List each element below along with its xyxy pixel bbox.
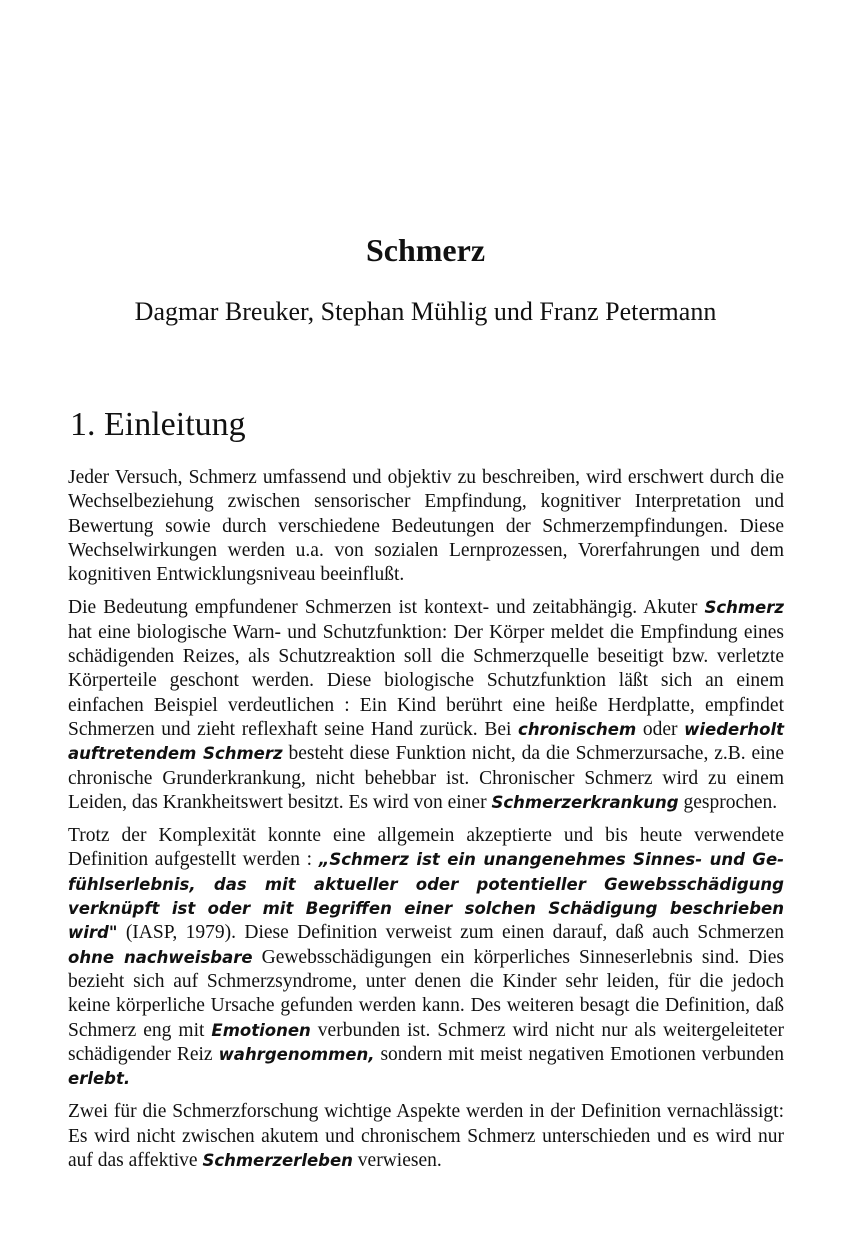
emphasized-term: Schmerzerleben — [202, 1151, 353, 1171]
emphasized-term: ohne nachweisbare — [68, 947, 253, 967]
emphasized-term: erlebt. — [68, 1069, 131, 1089]
emphasized-term: wahrgenommen, — [218, 1044, 375, 1064]
text-run: Zwei für die Schmerzforschung wichtige Aspekte werden in der Definition vernachlässigt: Es wird nicht zwischen akutem und chronischem Schmerz unterschieden und es wird nur auf das affektive — [68, 1101, 784, 1172]
body-text — [68, 466, 784, 1182]
text-run: gesprochen. — [678, 791, 778, 813]
text-run: hat eine biologische Warn- und Schutzfunktion: Der Körper meldet die Empfindung eines schädigenden Reizes, als Schutzreaktion soll die Schmerzquelle beseitigt bzw. verletzte Körperteile geschont werden. Diese biologische Schutzfunktion läßt sich an einem einfachen Beispiel verdeutlichen : Ein Kind berührt eine heiße Herdplatte, empfindet Schmerzen und zieht reflexhaft seine Hand zurück. Bei — [68, 621, 784, 740]
section-heading: 1. Einleitung — [70, 406, 246, 443]
text-run: besteht diese Funktion nicht, da die Schmerzursache, z.B. eine chronische Grunderkrankung, nicht behebbar ist. Chronischer Schmerz wird zu einem Leiden, das Krankheitswert besitzt. Es wird von einer — [68, 743, 784, 813]
emphasized-term: Schmerz — [704, 598, 784, 618]
text-run: Gewebsschädigungen ein körperliches Sinneserlebnis sind. Dies bezieht sich auf Schmerzsyndrome, unter denen die Kinder sehr leiden, für die jedoch keine körperliche Ursache gefunden werden kann. Des weiteren besagt die Definition, daß Schmerz eng mit — [68, 946, 785, 1041]
paragraph-1 — [68, 466, 784, 587]
text-run: Jeder Versuch, Schmerz umfassend und objektiv zu beschreiben, wird erschwert durch die Wechselbeziehung zwischen sensorischer Empfindung, kognitiver Interpretation und Bewertung sowie durch verschiedene Bedeutungen der Schmerzempfindungen. Diese Wechselwirkungen werden u.a. von sozialen Lernprozessen, Vorerfahrungen und dem kognitiven Entwicklungsniveau beeinflußt. — [68, 467, 784, 586]
emphasized-term: wiederholt auftretendem Schmerz — [68, 719, 784, 764]
text-run: Die Bedeutung empfundener Schmerzen ist kontext- und zeitabhängig. Akuter — [68, 597, 705, 619]
emphasized-term: Emotionen — [211, 1020, 311, 1040]
text-run: verbunden ist. Schmerz wird nicht nur als weitergeleiteter schädigender Reiz — [68, 1019, 784, 1065]
chapter-authors: Dagmar Breuker, Stephan Mühlig und Franz Petermann — [134, 297, 717, 326]
text-run: sondern mit meist negativen Emotionen verbunden — [374, 1043, 784, 1065]
text-run: (IASP, 1979). Diese Definition verweist zum einen darauf, daß auch Schmerzen — [117, 922, 784, 944]
text-run: oder — [636, 718, 685, 740]
text-run: verwiesen. — [352, 1150, 442, 1172]
text-run: Trotz der Komplexität konnte eine allgemein akzeptierte und bis heute verwendete Definition aufgestellt werden : — [68, 825, 784, 871]
emphasized-term: chronischem — [518, 719, 637, 739]
emphasized-term: Schmerzerkrankung — [491, 792, 679, 812]
definition-quote: „Schmerz ist ein unangenehmes Sinnes- und Gefühlserlebnis, das mit aktueller oder potentieller Gewebsschädigung verknüpft ist oder mit Begriffen einer solchen Schädigung beschrieben wird" — [68, 850, 784, 943]
paragraph-3 — [68, 824, 784, 1091]
chapter-title: Schmerz — [365, 232, 486, 268]
paragraph-2 — [68, 596, 784, 815]
paragraph-4 — [68, 1100, 784, 1173]
